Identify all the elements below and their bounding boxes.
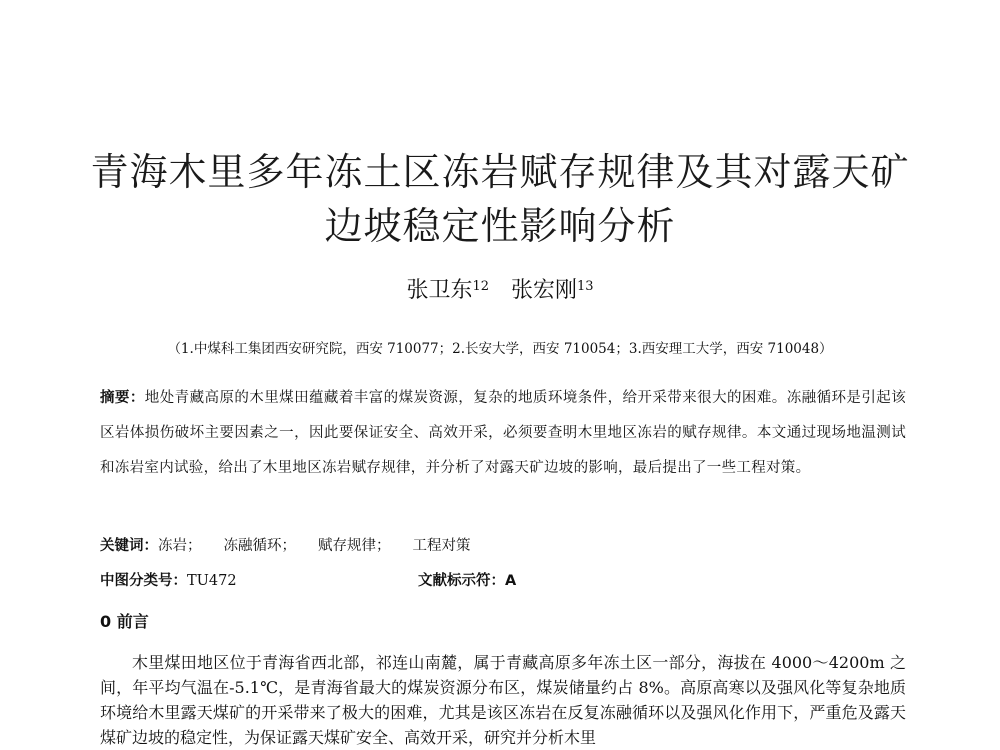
keyword: 赋存规律；: [318, 538, 391, 554]
paper-title-line-2: 边坡稳定性影响分析: [324, 204, 676, 248]
abstract-label: 摘要：: [100, 390, 145, 406]
body-paragraph: 木里煤田地区位于青海省西北部，祁连山南麓，属于青藏高原多年冻土区一部分，海拔在 4000～4200m 之间，年平均气温在-5.1℃，是青海省最大的煤炭资源分布区，煤炭储量约占 8%。高原高寒以及强风化等复杂地质环境给木里露天煤矿的开采带来了极大的困难，尤其是该区冻岩在反复冻融循环以及强风化作用下，严重危及露天煤矿边坡的稳定性，为保证露天煤矿安全、高效开采，研究并分析木里: [100, 653, 906, 747]
author-affiliation-mark: 13: [577, 279, 594, 294]
author-affiliation-mark: 12: [472, 279, 489, 294]
author-list: [0, 276, 1000, 306]
document-code-value: A: [505, 573, 517, 589]
classification-line: [100, 570, 906, 592]
keywords-label: 关键词：: [100, 538, 158, 554]
abstract-text: 地处青藏高原的木里煤田蕴藏着丰富的煤炭资源，复杂的地质环境条件，给开采带来很大的困难。冻融循环是引起该区岩体损伤破坏主要因素之一，因此要保证安全、高效开采，必须要查明木里地区冻岩的赋存规律。本文通过现场地温测试和冻岩室内试验，给出了木里地区冻岩赋存规律，并分析了对露天矿边坡的影响，最后提出了一些工程对策。: [100, 390, 907, 476]
section-heading: 0 前言: [100, 612, 149, 631]
clc-value: TU472: [187, 573, 237, 589]
keyword: 冻岩；: [158, 538, 202, 554]
paper-title-line-1: 青海木里多年冻土区冻岩赋存规律及其对露天矿: [90, 150, 910, 194]
clc-label: 中图分类号：: [100, 573, 187, 589]
keyword: 冻融循环；: [223, 538, 296, 554]
author-name: 张卫东: [406, 278, 473, 303]
abstract: [100, 381, 906, 486]
document-code: [418, 570, 516, 592]
keywords: [100, 535, 906, 557]
affiliations: （1.中煤科工集团西安研究院，西安 710077；2.长安大学，西安 710054；3.西安理工大学，西安 710048）: [167, 341, 833, 357]
author-name: 张宏刚: [511, 278, 578, 303]
keyword: 工程对策: [412, 538, 471, 554]
document-code-label: 文献标示符：: [418, 573, 505, 589]
